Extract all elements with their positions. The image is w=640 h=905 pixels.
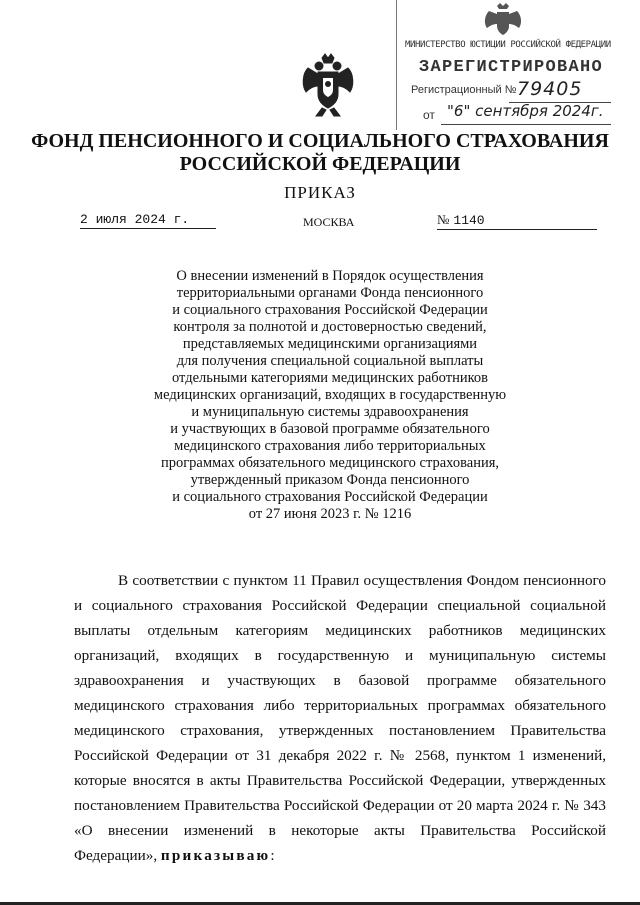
stamp-from-label: от [423,108,435,122]
stamp-regnum: 79405 [517,78,583,100]
subject-line: медицинских организаций, входящих в государственную [153,387,507,403]
subject-line: и социального страхования Российской Федерации [172,489,488,505]
subject-line: представляемых медицинскими организациями [182,336,478,352]
subject-line: для получения специальной социальной выплаты [176,353,484,369]
stamp-emblem-icon [483,2,523,38]
subject-line: медицинского страхования либо территориальных [174,438,486,454]
body-line: выплаты отдельным категориям медицинских работников медицинских [74,622,606,639]
organization-title [0,130,640,176]
body-final-suffix: : [270,847,275,864]
organization-title-line1: ФОНД ПЕНСИОННОГО И СОЦИАЛЬНОГО СТРАХОВАНИЯ [31,130,609,152]
document-type: ПРИКАЗ [284,183,356,202]
subject-line: утвержденный приказом Фонда пенсионного [190,472,470,488]
stamp-date: "6" сентября 2024г. [447,102,604,120]
registration-stamp [396,0,623,130]
subject-line: и социального страхования Российской Федерации [172,302,488,318]
body-line: «О внесении изменений в некоторые акты Правительства Российской [74,822,606,839]
stamp-registered: ЗАРЕГИСТРИРОВАНО [419,58,604,77]
subject-line: территориальными органами Фонда пенсионного [176,285,484,301]
body-line: Российской Федерации от 31 декабря 2022 г. № 2568, пунктом 1 изменений, [74,747,606,764]
stamp-date-underline [441,124,611,125]
body-line: и социального страхования Российской Федерации специальной социальной [74,597,606,614]
stamp-regnum-label: Регистрационный № [411,84,517,96]
order-number-label: № [437,212,450,227]
body-line: В соответствии с пунктом 11 Правил осуществления Фондом пенсионного [118,572,606,589]
body-line: медицинского страхования, утвержденных постановлением Правительства [74,722,606,739]
body-line-final [74,843,606,868]
body-line: постановлением Правительства Российской Федерации от 20 марта 2024 г. № 343 [74,797,606,814]
coat-of-arms-icon [300,52,356,118]
order-date: 2 июля 2024 г. [80,212,216,229]
subject-line: и участвующих в базовой программе обязательного [170,421,490,437]
body-final-prefix: Федерации», [74,847,161,864]
stamp-ministry: МИНИСТЕРСТВО ЮСТИЦИИ РОССИЙСКОЙ ФЕДЕРАЦИИ [405,40,611,50]
subject-line: контроля за полнотой и достоверностью сведений, [173,319,487,335]
order-subject [120,268,540,523]
subject-line: отдельными категориями медицинских работников [172,370,488,386]
order-city: МОСКВА [303,215,355,229]
body-line: медицинского страхования либо территориальных программах обязательного [74,697,606,714]
subject-line: и муниципальную системы здравоохранения [191,404,469,420]
order-number-value: 1140 [453,213,485,228]
organization-title-line2: РОССИЙСКОЙ ФЕДЕРАЦИИ [179,153,461,175]
order-body [74,568,606,868]
body-line: здравоохранения и участвующих в базовой программе обязательного [74,672,606,689]
body-line: организаций, входящих в государственную и муниципальную системы [74,647,606,664]
order-number [437,212,597,230]
subject-line: от 27 июня 2023 г. № 1216 [248,506,412,522]
subject-line: программах обязательного медицинского страхования, [160,455,500,471]
order-directive: приказываю [160,847,271,864]
subject-line: О внесении изменений в Порядок осуществления [176,268,484,284]
body-line: которые вносятся в акты Правительства Российской Федерации, утвержденных [74,772,606,789]
